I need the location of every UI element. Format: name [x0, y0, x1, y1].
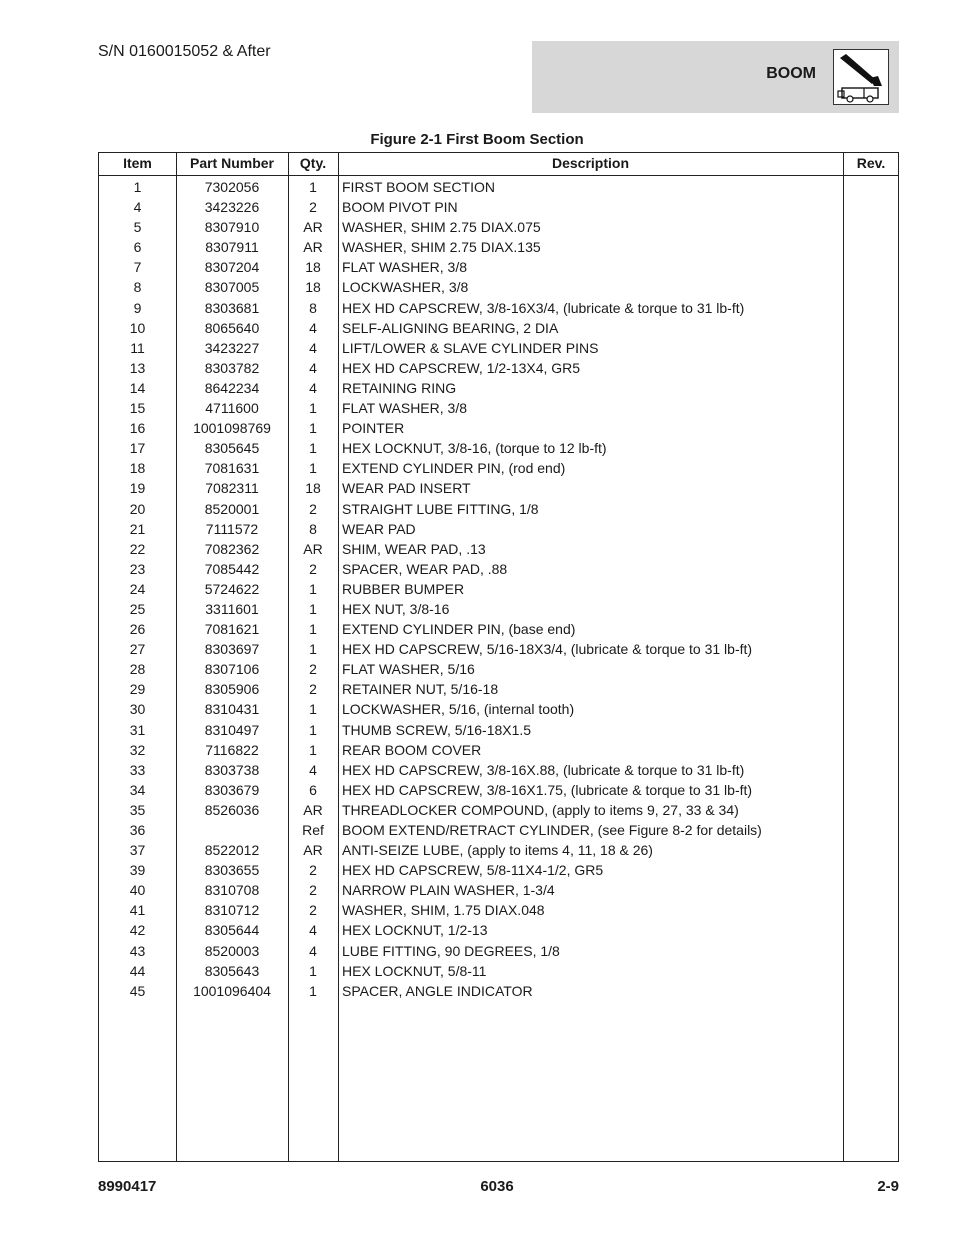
- table-row: [99, 499, 899, 519]
- description: LIFT/LOWER & SLAVE CYLINDER PINS: [342, 339, 599, 356]
- description: REAR BOOM COVER: [342, 741, 482, 758]
- part-number: 8303782: [204, 359, 260, 376]
- table-row: [99, 257, 899, 277]
- quantity: 6: [309, 781, 317, 798]
- description: EXTEND CYLINDER PIN, (rod end): [342, 460, 566, 477]
- item-number: 25: [129, 600, 146, 617]
- section-header: [532, 41, 899, 113]
- footer-page-number: 2-9: [877, 1178, 899, 1195]
- description: SPACER, WEAR PAD, .88: [342, 560, 508, 577]
- part-number: 8307204: [204, 259, 260, 276]
- table-row: [99, 840, 899, 860]
- item-number: 41: [129, 902, 146, 919]
- table-row: [99, 800, 899, 820]
- part-number: 7111572: [205, 520, 259, 537]
- description: HEX HD CAPSCREW, 3/8-16X.88, (lubricate & torque to 31 lb-ft): [342, 761, 745, 778]
- quantity: 1: [309, 982, 317, 999]
- quantity: 2: [309, 199, 317, 216]
- table-row: [99, 961, 899, 981]
- figure-title: Figure 2-1 First Boom Section: [370, 131, 584, 148]
- part-number: 8307911: [205, 239, 259, 256]
- table-row: [99, 418, 899, 438]
- parts-table: [98, 152, 899, 1162]
- description: RETAINING RING: [342, 379, 457, 396]
- part-number: 8303697: [204, 641, 260, 658]
- description: RUBBER BUMPER: [342, 580, 465, 597]
- item-number: 4: [133, 199, 142, 216]
- table-row: [99, 679, 899, 699]
- description: FLAT WASHER, 3/8: [342, 400, 467, 417]
- description: HEX HD CAPSCREW, 1/2-13X4, GR5: [342, 359, 581, 376]
- description: ANTI-SEIZE LUBE, (apply to items 4, 11, 18 & 26): [342, 842, 653, 859]
- quantity: 1: [309, 420, 317, 437]
- description: WASHER, SHIM 2.75 DIAX.075: [342, 219, 541, 236]
- part-number: 8303681: [204, 299, 260, 316]
- description: HEX HD CAPSCREW, 5/16-18X3/4, (lubricate & torque to 31 lb-ft): [342, 641, 753, 658]
- description: WEAR PAD INSERT: [342, 480, 471, 497]
- table-row: [99, 720, 899, 740]
- table-row: [99, 458, 899, 478]
- boom-lift-icon: [833, 49, 889, 105]
- part-number: 7081631: [204, 460, 260, 477]
- description: EXTEND CYLINDER PIN, (base end): [342, 621, 576, 638]
- quantity: 1: [309, 641, 317, 658]
- quantity: 1: [309, 621, 317, 638]
- description: SHIM, WEAR PAD, .13: [342, 540, 486, 557]
- quantity: 1: [309, 701, 317, 718]
- description: BOOM PIVOT PIN: [342, 199, 458, 216]
- description: LOCKWASHER, 5/16, (internal tooth): [342, 701, 575, 718]
- description: THUMB SCREW, 5/16-18X1.5: [342, 721, 532, 738]
- item-number: 15: [129, 400, 146, 417]
- table-row: [99, 177, 899, 197]
- table-row: [99, 197, 899, 217]
- description: HEX LOCKNUT, 5/8-11: [342, 962, 487, 979]
- item-number: 42: [129, 922, 146, 939]
- table-row: [99, 539, 899, 559]
- table-row: [99, 438, 899, 458]
- quantity: AR: [303, 239, 323, 256]
- item-number: 40: [129, 882, 146, 899]
- table-row: [99, 941, 899, 961]
- item-number: 14: [129, 379, 146, 396]
- part-number: 8310431: [204, 701, 260, 718]
- item-number: 10: [129, 319, 146, 336]
- table-row: [99, 338, 899, 358]
- item-number: 45: [129, 982, 146, 999]
- item-number: 36: [129, 822, 146, 838]
- quantity: 1: [309, 721, 317, 738]
- column-header-rev: Rev.: [856, 155, 886, 171]
- item-number: 37: [129, 842, 146, 859]
- description: BOOM EXTEND/RETRACT CYLINDER, (see Figure 8-2 for details): [342, 822, 762, 838]
- quantity: 2: [309, 862, 317, 879]
- item-number: 35: [129, 801, 146, 818]
- item-number: 26: [129, 621, 146, 638]
- description: SELF-ALIGNING BEARING, 2 DIA: [342, 319, 559, 336]
- part-number: 5724622: [204, 580, 260, 597]
- quantity: AR: [303, 219, 323, 236]
- part-number: 7116822: [205, 741, 259, 758]
- item-number: 30: [129, 701, 146, 718]
- quantity: 2: [309, 882, 317, 899]
- description: LOCKWASHER, 3/8: [342, 279, 469, 296]
- item-number: 7: [133, 259, 142, 276]
- item-number: 23: [129, 560, 146, 577]
- item-number: 31: [129, 721, 146, 738]
- item-number: 20: [129, 500, 146, 517]
- quantity: 2: [309, 681, 317, 698]
- quantity: 18: [305, 279, 321, 296]
- quantity: 2: [309, 902, 317, 919]
- part-number: 8526036: [204, 801, 260, 818]
- part-number: 1001096404: [193, 982, 271, 999]
- item-number: 28: [129, 661, 146, 678]
- item-number: 29: [129, 681, 146, 698]
- part-number: 8303679: [204, 781, 260, 798]
- column-header-qty: Qty.: [299, 155, 327, 171]
- description: HEX NUT, 3/8-16: [342, 600, 450, 617]
- description: HEX HD CAPSCREW, 3/8-16X3/4, (lubricate & torque to 31 lb-ft): [342, 299, 745, 316]
- table-row: [99, 740, 899, 760]
- item-number: 18: [129, 460, 146, 477]
- part-number: 3311601: [205, 600, 259, 617]
- quantity: 2: [309, 500, 317, 517]
- table-row: [99, 519, 899, 539]
- part-number: 8307910: [204, 219, 260, 236]
- quantity: 1: [309, 741, 317, 758]
- table-row: [99, 217, 899, 237]
- item-number: 21: [129, 520, 146, 537]
- table-row: [99, 780, 899, 800]
- part-number: 8642234: [204, 379, 260, 396]
- description: LUBE FITTING, 90 DEGREES, 1/8: [342, 942, 560, 959]
- table-row: [99, 639, 899, 659]
- description: STRAIGHT LUBE FITTING, 1/8: [342, 500, 539, 517]
- part-number: 7082311: [205, 480, 259, 497]
- part-number: 4711600: [205, 400, 259, 417]
- table-row: [99, 298, 899, 318]
- part-number: 8522012: [204, 842, 260, 859]
- part-number: 3423227: [204, 339, 260, 356]
- quantity: 4: [309, 319, 317, 336]
- description: POINTER: [342, 420, 405, 437]
- description: HEX LOCKNUT, 3/8-16, (torque to 12 lb-ft): [342, 440, 607, 457]
- table-row: [99, 579, 899, 599]
- part-number: 1001098769: [193, 420, 271, 437]
- quantity: 4: [309, 339, 317, 356]
- footer-document-number: 8990417: [98, 1178, 157, 1195]
- description: WASHER, SHIM 2.75 DIAX.135: [342, 239, 541, 256]
- table-row: [99, 860, 899, 880]
- serial-number: S/N 0160015052 & After: [98, 43, 271, 60]
- item-number: 22: [129, 540, 146, 557]
- table-row: [99, 599, 899, 619]
- table-row: [99, 559, 899, 579]
- part-number: 7082362: [204, 540, 260, 557]
- table-row: [99, 277, 899, 297]
- part-number: 8303738: [204, 761, 260, 778]
- table-row: [99, 920, 899, 940]
- part-number: 8307106: [204, 661, 260, 678]
- table-row: [99, 378, 899, 398]
- item-number: 43: [129, 942, 146, 959]
- quantity: 4: [309, 922, 317, 939]
- quantity: AR: [303, 842, 323, 859]
- quantity: 1: [309, 580, 317, 597]
- quantity: 1: [309, 400, 317, 417]
- item-number: 1: [133, 179, 142, 195]
- item-number: 13: [129, 359, 146, 376]
- part-number: 8305643: [204, 962, 260, 979]
- table-row: [99, 398, 899, 418]
- part-number: 8305645: [204, 440, 260, 457]
- item-number: 17: [129, 440, 146, 457]
- table-row: [99, 820, 899, 840]
- quantity: 1: [309, 600, 317, 617]
- quantity: 2: [309, 661, 317, 678]
- table-row: [99, 900, 899, 920]
- table-row: [99, 478, 899, 498]
- description: FIRST BOOM SECTION: [342, 179, 495, 195]
- table-row: [99, 699, 899, 719]
- table-row: [99, 318, 899, 338]
- table-row: [99, 981, 899, 1001]
- quantity: Ref: [302, 822, 324, 838]
- section-title: BOOM: [766, 65, 816, 82]
- quantity: 4: [309, 359, 317, 376]
- column-header-description: Description: [551, 155, 629, 171]
- item-number: 8: [133, 279, 142, 296]
- quantity: 8: [309, 299, 317, 316]
- part-number: 7085442: [204, 560, 260, 577]
- description: SPACER, ANGLE INDICATOR: [342, 982, 533, 999]
- description: HEX HD CAPSCREW, 3/8-16X1.75, (lubricate & torque to 31 lb-ft): [342, 781, 753, 798]
- item-number: 24: [129, 580, 146, 597]
- quantity: AR: [303, 540, 323, 557]
- quantity: 4: [309, 379, 317, 396]
- quantity: 2: [309, 560, 317, 577]
- quantity: AR: [303, 801, 323, 818]
- part-number: 8065640: [204, 319, 260, 336]
- table-row: [99, 760, 899, 780]
- quantity: 4: [309, 761, 317, 778]
- part-number: 3423226: [204, 199, 260, 216]
- column-header-item: Item: [123, 155, 152, 171]
- quantity: 18: [305, 259, 321, 276]
- part-number: 7302056: [204, 179, 260, 195]
- quantity: 1: [309, 962, 317, 979]
- item-number: 27: [129, 641, 146, 658]
- part-number: 8520003: [204, 942, 260, 959]
- quantity: 8: [309, 520, 317, 537]
- table-row: [99, 880, 899, 900]
- part-number: 8310712: [204, 902, 260, 919]
- part-number: 8305644: [204, 922, 260, 939]
- part-number: 8310708: [204, 882, 260, 899]
- item-number: 44: [129, 962, 146, 979]
- quantity: 1: [309, 179, 317, 195]
- item-number: 34: [129, 781, 146, 798]
- table-row: [99, 659, 899, 679]
- part-number: 8310497: [204, 721, 260, 738]
- description: WASHER, SHIM, 1.75 DIAX.048: [342, 902, 545, 919]
- quantity: 4: [309, 942, 317, 959]
- item-number: 16: [129, 420, 146, 437]
- description: WEAR PAD: [342, 520, 416, 537]
- part-number: 8520001: [204, 500, 260, 517]
- part-number: 8305906: [204, 681, 260, 698]
- item-number: 6: [133, 239, 142, 256]
- description: RETAINER NUT, 5/16-18: [342, 681, 499, 698]
- description: THREADLOCKER COMPOUND, (apply to items 9, 27, 33 & 34): [342, 801, 739, 818]
- description: HEX HD CAPSCREW, 5/8-11X4-1/2, GR5: [342, 862, 604, 879]
- item-number: 9: [133, 299, 142, 316]
- item-number: 11: [130, 339, 145, 356]
- item-number: 5: [133, 219, 142, 236]
- table-row: [99, 237, 899, 257]
- item-number: 39: [129, 862, 146, 879]
- quantity: 1: [309, 440, 317, 457]
- footer-model-number: 6036: [480, 1178, 514, 1195]
- quantity: 18: [305, 480, 321, 497]
- part-number: 8307005: [204, 279, 260, 296]
- description: FLAT WASHER, 5/16: [342, 661, 475, 678]
- column-header-part-number: Part Number: [189, 155, 275, 171]
- item-number: 19: [129, 480, 146, 497]
- table-row: [99, 619, 899, 639]
- part-number: 8303655: [204, 862, 260, 879]
- item-number: 32: [129, 741, 146, 758]
- quantity: 1: [309, 460, 317, 477]
- item-number: 33: [129, 761, 146, 778]
- part-number: 7081621: [204, 621, 260, 638]
- description: HEX LOCKNUT, 1/2-13: [342, 922, 488, 939]
- table-row: [99, 358, 899, 378]
- description: NARROW PLAIN WASHER, 1-3/4: [342, 882, 555, 899]
- description: FLAT WASHER, 3/8: [342, 259, 467, 276]
- table-body: [99, 177, 899, 1001]
